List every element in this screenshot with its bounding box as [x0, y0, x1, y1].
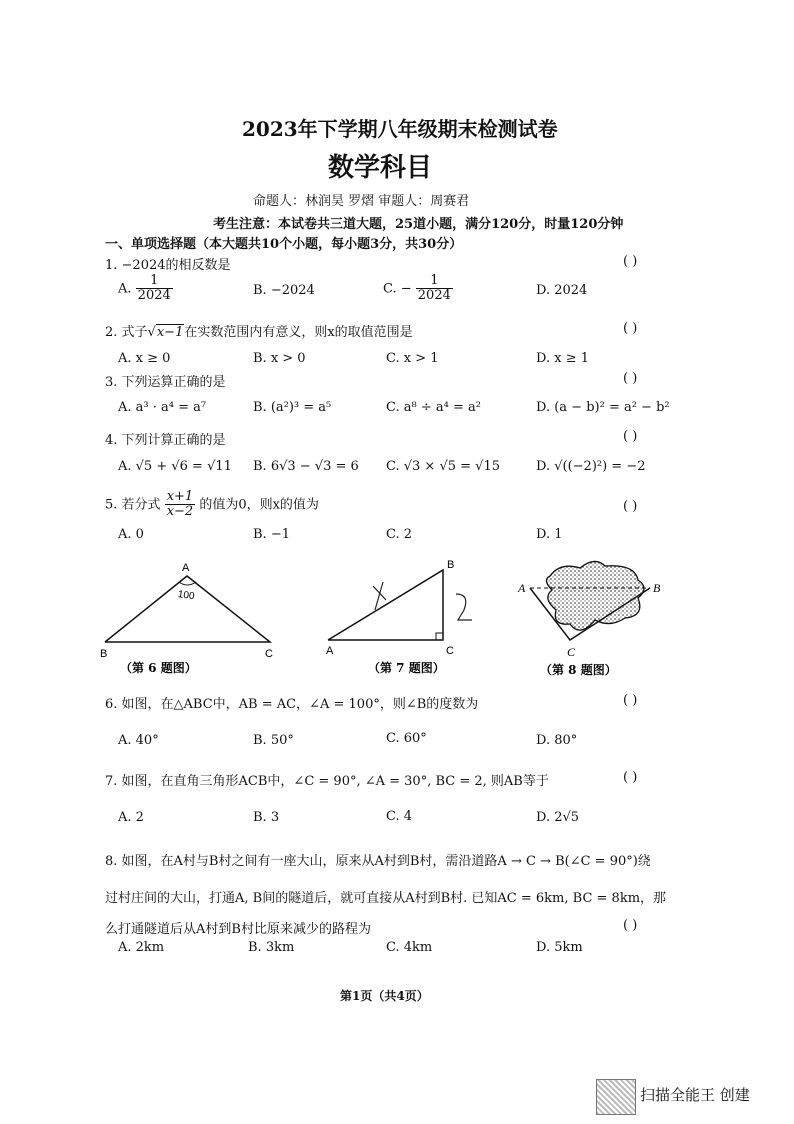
- numerator: 1: [136, 274, 173, 289]
- answer-bracket-8: ( ): [623, 918, 638, 933]
- q1-option-c: [383, 274, 453, 304]
- q8-option-c: C. 4km: [386, 940, 433, 955]
- q2-option-a: A. x ≥ 0: [118, 351, 171, 366]
- q7-option-b: B. 3: [253, 810, 280, 825]
- section-heading: 一、单项选择题（本大题共10个小题，每小题3分，共30分）: [105, 237, 463, 252]
- scanner-watermark: 扫描全能王 创建: [640, 1086, 750, 1104]
- question-8-line-3: 么打通隧道后从A村到B村比原来减少的路程为: [105, 922, 371, 937]
- figure-8: [517, 561, 661, 659]
- q2-option-c: C. x > 1: [386, 351, 439, 366]
- triangle-abc: [105, 576, 270, 642]
- authors-line: 命题人：林润昊 罗熠 审题人：周赛君: [253, 194, 470, 209]
- q5-option-c: C. 2: [386, 527, 413, 542]
- answer-bracket-7: ( ): [623, 770, 638, 785]
- fraction: [165, 490, 196, 520]
- stem-prefix: 5. 若分式: [105, 497, 161, 513]
- vertex-label-c: C: [446, 645, 454, 657]
- denominator: x−2: [166, 504, 194, 520]
- q4-option-b: B. 6√3 − √3 = 6: [253, 459, 359, 474]
- subject-title: 数学科目: [328, 153, 433, 183]
- answer-bracket-6: ( ): [623, 693, 638, 708]
- q1-option-b: B. −2024: [253, 283, 315, 298]
- stem-suffix: 在实数范围内有意义，则x的取值范围是: [184, 325, 413, 340]
- answer-bracket-1: ( ): [623, 254, 638, 269]
- q4-option-d: D. √((−2)²) = −2: [536, 459, 646, 474]
- q8-option-d: D. 5km: [536, 940, 583, 955]
- q6-option-a: A. 40°: [118, 733, 159, 748]
- question-4-stem: 4. 下列计算正确的是: [105, 433, 226, 448]
- vertex-label-c: C: [567, 645, 576, 659]
- q1-option-a: [118, 274, 173, 304]
- q5-option-d: D. 1: [536, 527, 563, 542]
- q3-option-b: B. (a²)³ = a⁵: [253, 400, 332, 415]
- q1-option-d: D. 2024: [536, 283, 588, 298]
- answer-bracket-4: ( ): [623, 429, 638, 444]
- figure-6-caption: （第 6 题图）: [120, 661, 197, 675]
- question-8-line-1: 8. 如图，在A村与B村之间有一座大山，原来从A村到B村，需沿道路A → C → B(∠C = 90°)绕: [105, 854, 651, 869]
- handwritten-mark-2: [456, 594, 472, 620]
- vertex-label-b: B: [447, 559, 455, 571]
- notice-line: 考生注意：本试卷共三道大题，25道小题，满分120分，时量120分钟: [213, 217, 624, 232]
- numerator: 1: [416, 274, 453, 289]
- option-label: A.: [118, 281, 132, 297]
- triangle-acb: [328, 570, 443, 640]
- q6-option-c: C. 60°: [386, 731, 427, 746]
- question-1-stem: 1. −2024的相反数是: [105, 258, 231, 273]
- figure-8-caption: （第 8 题图）: [540, 663, 617, 677]
- figure-6: [100, 562, 273, 660]
- question-7-stem: 7. 如图，在直角三角形ACB中，∠C = 90°, ∠A = 30°, BC = 2, 则AB等于: [105, 774, 549, 789]
- vertex-label-c: C: [265, 648, 273, 660]
- answer-bracket-2: ( ): [623, 321, 638, 336]
- question-6-stem: 6. 如图，在△ABC中，AB = AC，∠A = 100°，则∠B的度数为: [105, 697, 479, 712]
- fraction: [416, 274, 453, 304]
- vertex-label-b: B: [653, 581, 661, 595]
- question-8-line-2: 过村庄间的大山，打通A, B间的隧道后，就可直接从A村到B村. 已知AC = 6km, BC = 8km，那: [105, 891, 667, 906]
- question-2-stem: [105, 321, 413, 340]
- q7-option-c: C. 4: [386, 809, 413, 824]
- vertex-label-b: B: [100, 648, 108, 660]
- answer-bracket-3: ( ): [623, 371, 638, 386]
- angle-mark: [179, 582, 196, 585]
- figure-7: [326, 559, 472, 657]
- right-angle-mark: [436, 633, 443, 640]
- q6-option-d: D. 80°: [536, 733, 578, 748]
- vertex-label-a: A: [182, 562, 190, 574]
- denominator: 2024: [137, 288, 171, 304]
- denominator: 2024: [417, 288, 451, 304]
- stem-suffix: 的值为0，则x的值为: [199, 497, 319, 513]
- answer-bracket-5: ( ): [623, 499, 638, 514]
- q4-option-c: C. √3 × √5 = √15: [386, 459, 500, 474]
- question-3-stem: 3. 下列运算正确的是: [105, 375, 226, 390]
- q3-option-c: C. a⁸ ÷ a⁴ = a²: [386, 400, 481, 415]
- q8-option-b: B. 3km: [248, 940, 295, 955]
- figure-7-caption: （第 7 题图）: [368, 661, 445, 675]
- q2-option-b: B. x > 0: [253, 351, 306, 366]
- q8-option-a: A. 2km: [118, 940, 165, 955]
- q7-option-d: D. 2√5: [536, 810, 580, 825]
- radical: √x−1: [147, 325, 184, 340]
- exam-title: 2023年下学期八年级期末检测试卷: [242, 117, 558, 141]
- q6-option-b: B. 50°: [253, 733, 294, 748]
- qr-code-icon: [596, 1079, 636, 1115]
- handwritten-angle: 100: [177, 589, 196, 603]
- question-5-stem: [105, 490, 319, 520]
- figures-row: [90, 558, 700, 683]
- q5-option-a: A. 0: [118, 527, 144, 542]
- option-label: C. −: [383, 281, 412, 297]
- vertex-label-a: A: [326, 645, 334, 657]
- fraction: [136, 274, 173, 304]
- radicand: x−1: [156, 325, 184, 340]
- numerator: x+1: [166, 489, 194, 504]
- q3-option-a: A. a³ · a⁴ = a⁷: [118, 400, 207, 415]
- q3-option-d: D. (a − b)² = a² − b²: [536, 400, 670, 415]
- q2-option-d: D. x ≥ 1: [536, 351, 589, 366]
- q7-option-a: A. 2: [118, 810, 144, 825]
- vertex-label-a: A: [518, 581, 526, 595]
- stem-prefix: 2. 式子: [105, 325, 148, 340]
- q4-option-a: A. √5 + √6 = √11: [118, 459, 232, 474]
- q5-option-b: B. −1: [253, 527, 290, 542]
- mountain-shape: [546, 561, 644, 630]
- page-number: 第1页（共4页）: [340, 989, 429, 1003]
